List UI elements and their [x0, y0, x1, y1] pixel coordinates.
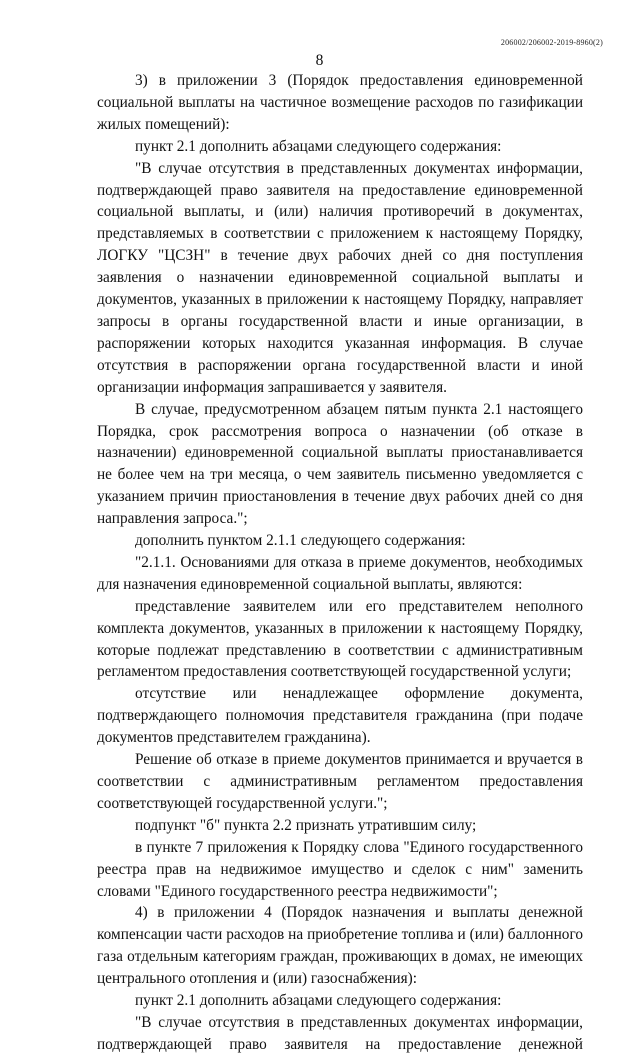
- page-number: 8: [315, 52, 324, 69]
- paragraph: подпункт "б" пункта 2.2 признать утратившим силу;: [135, 816, 477, 834]
- paragraph: В случае, предусмотренном абзацем пятым пункта 2.1 настоящего Порядка, срок рассмотрения вопроса о назначении (об отказе в назначении) единовременной социальной выплаты приостанавливается не более чем на три месяца, о чем заявитель письменно уведомляется с указанием причин приостановления в течение двух рабочих дней со дня направления запроса.";: [97, 400, 583, 528]
- paragraph: "В случае отсутствия в представленных документах информации, подтверждающей право заявителя на предоставление единовременной социальной выплаты, и (или) наличия противоречий в документах, представляемых в соответствии с приложением к настоящему Порядку, ЛОГКУ "ЦСЗН" в течение двух рабочих дней со дня поступления заявления о назначении единовременной социальной выплаты и документов, указанных в приложении к настоящему Порядку, направляет запросы в органы государственной власти и иные организации, в распоряжении которых находится указанная информация. В случае отсутствия в распоряжении органа государственной власти и иной организации информация запрашивается у заявителя.: [97, 159, 583, 396]
- paragraph: представление заявителем или его представителем неполного комплекта документов, указанных в приложении к настоящему Порядку, которые подлежат представлению в соответствии с административным регламентом предоставления соответствующей государственной услуги;: [97, 597, 583, 681]
- paragraph: в пункте 7 приложения к Порядку слова "Единого государственного реестра прав на недвижимое имущество и сделок с ним" заменить словами "Единого государственного реестра недвижимости";: [97, 838, 583, 900]
- paragraph: 3) в приложении 3 (Порядок предоставления единовременной социальной выплаты на частичное возмещение расходов по газификации жилых помещений):: [97, 72, 583, 133]
- document-id: 206002/206002-2019-8960(2): [500, 38, 603, 47]
- paragraph: пункт 2.1 дополнить абзацами следующего содержания:: [135, 992, 502, 1010]
- paragraph: дополнить пунктом 2.1.1 следующего содержания:: [135, 532, 466, 550]
- paragraph: отсутствие или ненадлежащее оформление документа, подтверждающего полномочия представителя гражданина (при подаче документов представителем гражданина).: [97, 685, 583, 747]
- paragraph: "В случае отсутствия в представленных документах информации, подтверждающей право заявителя на предоставление денежной: [97, 1013, 583, 1053]
- paragraph: "2.1.1. Основаниями для отказа в приеме документов, необходимых для назначения единовременной социальной выплаты, являются:: [97, 553, 583, 593]
- paragraph: Решение об отказе в приеме документов принимается и вручается в соответствии с административным регламентом предоставления соответствующей государственной услуги.";: [97, 751, 583, 812]
- paragraph: 4) в приложении 4 (Порядок назначения и выплаты денежной компенсации части расходов на приобретение топлива и (или) баллонного газа отдельным категориям граждан, проживающих в домах, не имеющих центрального отопления и (или) газоснабжения):: [97, 904, 583, 988]
- paragraph: пункт 2.1 дополнить абзацами следующего содержания:: [135, 137, 502, 155]
- document-body: [97, 70, 583, 1056]
